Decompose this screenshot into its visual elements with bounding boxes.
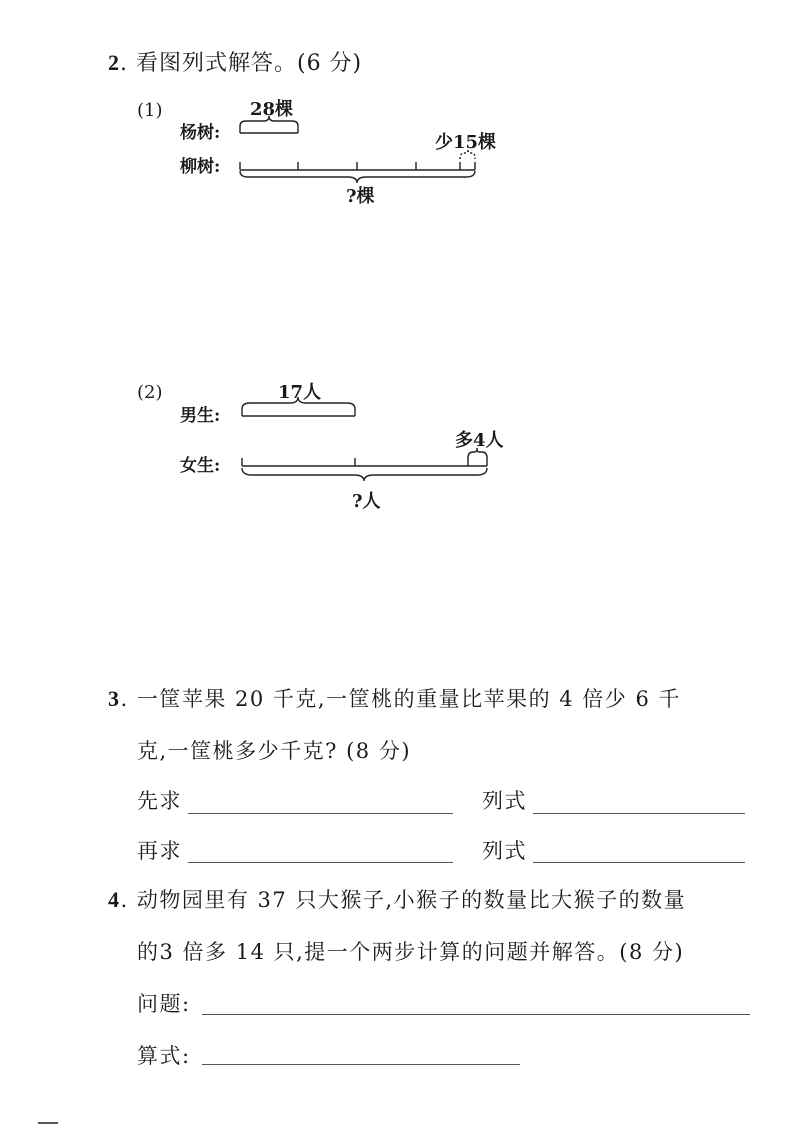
q2-part2-label: (2)	[137, 382, 163, 403]
q3-second-answer-line[interactable]	[188, 862, 453, 863]
q2-part2-row2-label: 女生:	[180, 456, 221, 476]
q2-part1-diff: 少15棵	[435, 132, 497, 153]
part2-boys-bar	[242, 397, 355, 416]
q2-number: 2	[108, 50, 120, 75]
q3-first-answer-line[interactable]	[188, 813, 453, 814]
part1-liushu-bar	[240, 149, 475, 183]
q3-line2: 克,一筐桃多少千克? (8 分)	[137, 739, 412, 763]
q2-part1-label: (1)	[137, 100, 163, 121]
part2-girls-bar	[242, 448, 487, 481]
q4-number: 4	[108, 887, 121, 912]
part1-yangshu-bar	[240, 116, 298, 133]
q2-title: . 看图列式解答。(6 分)	[120, 51, 363, 76]
q3-formula-label1: 列式	[482, 789, 527, 813]
q2-part2-top-amount: 17人	[278, 382, 322, 403]
q2-part1-top-amount: 28棵	[250, 99, 294, 120]
q4-text-line1: . 动物园里有 37 只大猴子,小猴子的数量比大猴子的数量	[120, 888, 687, 912]
q4-question-label: 问题:	[137, 992, 191, 1016]
q2-part2-row1-label: 男生:	[180, 406, 221, 426]
q4-line2: 的3 倍多 14 只,提一个两步计算的问题并解答。(8 分)	[137, 940, 685, 964]
q4-formula-answer-line[interactable]	[202, 1064, 520, 1065]
q2-part1-total: ?棵	[346, 186, 375, 207]
q4-line1	[108, 884, 686, 914]
q3-first-label: 先求	[137, 789, 182, 813]
q3-formula-label2: 列式	[482, 839, 527, 863]
q4-formula-label: 算式:	[137, 1044, 191, 1068]
q3-number: 3	[108, 686, 121, 711]
q2-part2-diff: 多4人	[455, 430, 504, 451]
q2-part1-row1-label: 杨树:	[180, 123, 221, 143]
q3-line1	[108, 683, 681, 713]
q3-formula2-answer-line[interactable]	[533, 862, 745, 863]
q3-second-label: 再求	[137, 839, 182, 863]
q3-formula1-answer-line[interactable]	[533, 813, 745, 814]
q2-part2-total: ?人	[352, 491, 381, 512]
q3-text-line1: . 一筐苹果 20 千克,一筐桃的重量比苹果的 4 倍少 6 千	[120, 687, 682, 711]
q4-question-answer-line[interactable]	[202, 1014, 750, 1015]
q2-part1-row2-label: 柳树:	[180, 157, 221, 177]
